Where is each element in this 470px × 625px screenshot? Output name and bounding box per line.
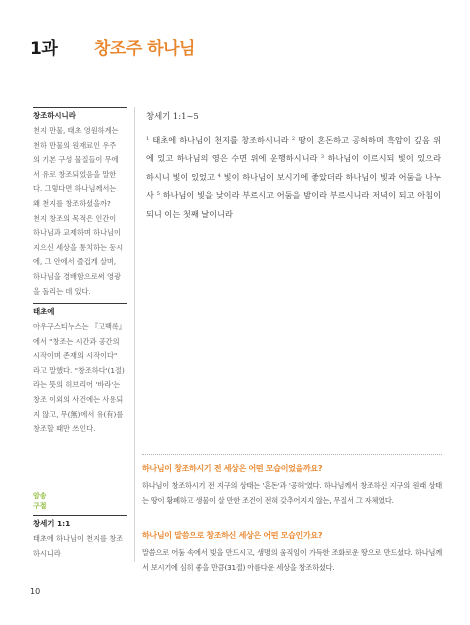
page-number: 10 — [30, 587, 41, 596]
sidebar-note-body — [33, 124, 127, 299]
sidebar-note-line: 아우구스티누스는 『고백록』 — [33, 322, 127, 331]
scripture-text — [146, 131, 441, 224]
sidebar-note-line: 에서 "창조는 시간과 공간의 — [33, 336, 120, 346]
sidebar-note-line: 지 않고, 무(無)에서 유(有)를 — [33, 409, 124, 419]
memory-verse-label-line: 암송 — [33, 492, 47, 500]
memory-verse — [33, 491, 127, 561]
sidebar-note-line: 라는 뜻의 히브리어 '바라'는 — [33, 380, 121, 390]
sidebar-note-line: 을 돌리는 데 있다. — [33, 286, 91, 296]
verse-text: 하나님이 빛을 낮이라 부르시고 어둠을 밤이라 부르시니라 저녁이 되고 아침이 되니 이는 첫째 날이니라 — [146, 190, 441, 219]
question-text: 하나님이 창조하시기 전 세상은 어떤 모습이었을까요? — [142, 464, 323, 473]
sidebar-note-line: 지으신 세상을 통치하는 동시 — [33, 242, 124, 252]
sidebar-note-line: 창조할 때만 쓰인다. — [33, 424, 96, 434]
dotted-divider — [142, 454, 442, 455]
answer-text: 말씀으로 어둠 속에서 빛을 만드시고, 생명의 움직임이 가득한 조화로운 땅으로 만드셨다. 하나님께서 보시기에 심히 좋을 만큼(31절) 아름다운 세상을 창조하셨다. — [142, 548, 442, 572]
memory-verse-line: 하시니라 — [33, 548, 61, 558]
sidebar-note-line: 천하 만물의 원재료인 우주 — [33, 140, 117, 150]
lesson-title: 창조주 하나님 — [94, 39, 195, 59]
sidebar-note-line: 하나님을 경배함으로써 영광 — [33, 271, 121, 281]
verse-number: 3 — [320, 154, 325, 160]
sidebar-note-line: 시작이며 존재의 시작이다" — [33, 351, 118, 361]
verse-text: 빛이 하나님이 보시기에 좋았더라 하나님이 빛과 어둠을 나누사 — [146, 171, 441, 200]
sidebar-note-line: 서 유로 창조되었음을 말한 — [33, 169, 117, 179]
answer-text: 하나님이 창조하시기 전 지구의 상태는 '혼돈'과 '공허'였다. 하나님께서 창조하신 지구의 원래 상태는 땅이 황폐하고 생물이 살 만한 조건이 전혀 갖추어지지 않는, 무질서 그 자체였다. — [142, 481, 442, 505]
memory-verse-label-line: 구절 — [33, 502, 47, 510]
question-text: 하나님이 말씀으로 창조하신 세상은 어떤 모습인가요? — [142, 531, 323, 540]
sidebar-note-title: 태초에 — [33, 303, 127, 318]
question-block-2 — [142, 530, 442, 575]
sidebar-note-line: 천지 창조의 목적은 인간이 — [33, 213, 117, 223]
sidebar-note-line: 다. 그렇다면 하나님께서는 — [33, 184, 117, 194]
sidebar-note-line: 의 기본 구성 물질들이 무에 — [33, 155, 119, 165]
sidebar-note-title: 창조하시니라 — [33, 107, 127, 122]
verse-number: 5 — [156, 191, 160, 197]
sidebar-note-beginning — [33, 303, 127, 437]
verse-number: 2 — [291, 135, 296, 142]
verse-text: 태초에 하나님이 천지를 창조하시니라 — [149, 134, 292, 145]
memory-verse-title: 창세기 1:1 — [33, 515, 127, 530]
sidebar-note-line: 천지 만물, 태초 영원하계는 — [33, 126, 119, 135]
column-divider — [134, 107, 135, 562]
verse-number: 4 — [217, 172, 221, 179]
sidebar-note-line: 창조 이외의 사건에는 사용되 — [33, 394, 124, 404]
scripture-passage — [146, 107, 441, 223]
sidebar-note-line: 라고 말했다. "창조하다'(1절) — [33, 365, 125, 375]
sidebar-note-body — [33, 320, 127, 437]
verse-number: 1 — [146, 135, 150, 142]
sidebar-note-line: 하나님과 교제하며 하나님이 — [33, 228, 121, 238]
lesson-number: 1과 — [30, 39, 58, 59]
sidebar-note-create — [33, 107, 127, 299]
verse-text: 땅이 혼돈하고 공허하며 흑암이 깊음 위에 있고 하나님의 영은 수면 위에 운행하시니라 — [146, 134, 441, 163]
memory-verse-label — [33, 491, 127, 511]
memory-verse-line: 태초에 하나님이 천지를 창조 — [33, 534, 124, 543]
sidebar-note-line: 에, 그 안에서 즐겁게 살며, — [33, 257, 117, 267]
verse-text: 하나님이 이르시되 빛이 있으라 하시니 빛이 있었고 — [146, 153, 441, 182]
sidebar-note-line: 왜 천지를 창조하셨을까? — [33, 198, 111, 208]
question-block-1 — [142, 463, 442, 508]
memory-verse-body — [33, 532, 127, 561]
scripture-reference: 창세기 1:1~5 — [146, 111, 199, 121]
